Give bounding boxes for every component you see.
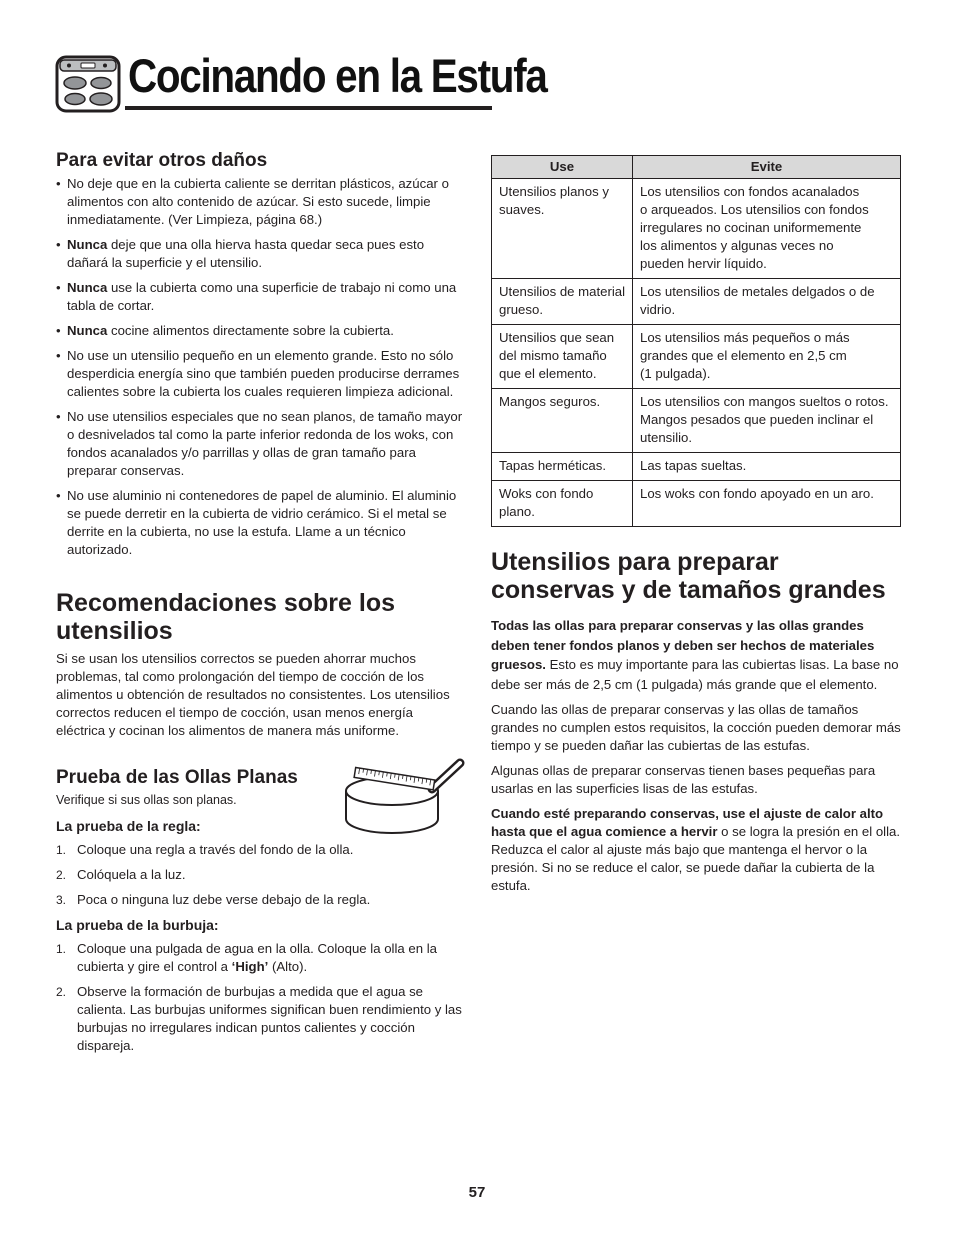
table-cell-avoid: Los utensilios con mangos sueltos o rotos. Mangos pesados que pueden inclinar el utensilio.	[633, 389, 901, 453]
ruler-test-heading: La prueba de la regla:	[56, 818, 201, 834]
avoid-damage-list	[56, 175, 464, 559]
table-row	[492, 179, 901, 279]
list-item-text: cocine alimentos directamente sobre la cubierta.	[107, 323, 394, 338]
table-cell-use: Mangos seguros.	[492, 389, 633, 453]
step-text: Coloque una pulgada de agua en la olla. Coloque la olla en la cubierta y gire el control a	[77, 941, 438, 974]
canning-paragraph-1	[491, 616, 901, 694]
canning-section	[491, 548, 901, 902]
step-text: Poca o ninguna luz debe verse debajo de la regla.	[77, 892, 371, 907]
pot-ruler-illustration	[340, 755, 468, 839]
list-item-text: use la cubierta como una superficie de trabajo ni como una tabla de cortar.	[67, 280, 457, 313]
header-avoid: Evite	[633, 156, 901, 179]
ruler-step	[56, 841, 464, 859]
title-underline	[125, 106, 492, 110]
canning-p1-bold: Todas las ollas para preparar conservas y las ollas grandes deben tener fondos planos y deben ser hechos de materiales gruesos.	[491, 618, 875, 672]
list-item	[56, 487, 464, 559]
canning-p1-text: Esto es muy importante para las cubiertas lisas. La base no debe ser más de 2,5 cm (1 pulgada) más grande que el elemento.	[491, 657, 899, 692]
list-item-bold: Nunca	[67, 237, 108, 252]
table-row	[492, 279, 901, 325]
step-number: 3.	[56, 893, 67, 907]
table-row	[492, 453, 901, 481]
table-cell-avoid: Los utensilios de metales delgados o de vidrio.	[633, 279, 901, 325]
table-cell-use: Woks con fondo plano.	[492, 481, 633, 527]
step-text-end: (Alto).	[268, 959, 308, 974]
bubble-test-heading: La prueba de la burbuja:	[56, 917, 219, 933]
list-item	[56, 236, 464, 272]
table-row	[492, 481, 901, 527]
stove-icon	[55, 55, 121, 113]
table-body	[492, 179, 901, 527]
canning-p4-bold: Cuando esté preparando conservas, use el ajuste de calor alto hasta que el agua comience a hervir	[491, 806, 884, 839]
list-item	[56, 279, 464, 315]
table-row	[492, 325, 901, 389]
ruler-step	[56, 866, 464, 884]
step-text: Colóquela a la luz.	[77, 867, 186, 882]
step-text: Coloque una regla a través del fondo de la olla.	[77, 842, 354, 857]
canning-heading: Utensilios para preparar conservas y de tamaños grandes	[491, 548, 886, 604]
list-item	[56, 175, 464, 229]
bubble-step	[56, 940, 464, 976]
list-item	[56, 347, 464, 401]
canning-paragraph-2: Cuando las ollas de preparar conservas y las ollas de tamaños grandes no cumplen estos requisitos, la cocción pueden demorar más tiempo y se pueden dañar las cubiertas de las estufas.	[491, 702, 901, 753]
recommendations-section	[56, 589, 464, 740]
list-item	[56, 408, 464, 480]
list-item-text: deje que una olla hierva hasta quedar seca pues esto dañará la superficie y el utensilio.	[67, 237, 425, 270]
table-cell-use: Utensilios de material grueso.	[492, 279, 633, 325]
recommendations-heading: Recomendaciones sobre los utensilios	[56, 589, 396, 645]
step-number: 1.	[56, 843, 67, 857]
page-title: Cocinando en la Estufa	[128, 49, 547, 102]
table-cell-avoid: Los woks con fondo apoyado en un aro.	[633, 481, 901, 527]
step-bold: ‘High’	[231, 959, 269, 974]
flat-test-intro: Verifique si sus ollas son planas.	[56, 793, 237, 807]
table-cell-use: Utensilios que sean del mismo tamaño que el elemento.	[492, 325, 633, 389]
canning-paragraph-3: Algunas ollas de preparar conservas tienen bases pequeñas para usarlas en las superficies lisas de las estufas.	[491, 763, 876, 796]
avoid-damage-section	[56, 150, 464, 566]
step-number: 2.	[56, 868, 67, 882]
recommendations-text: Si se usan los utensilios correctos se pueden ahorrar muchos problemas, tal como prolongación del tiempo de cocción de los alimentos u obtención de resultados no consistentes. Los utensilios correctos reducen el tiempo de cocción, usan menos energía eléctrica y cocinan los alimentos de manera más uniforme.	[56, 651, 450, 738]
step-number: 1.	[56, 942, 67, 956]
page-number: 57	[468, 1184, 486, 1201]
flat-test-heading: Prueba de las Ollas Planas	[56, 767, 298, 788]
table-header-row	[492, 156, 901, 179]
avoid-damage-heading: Para evitar otros daños	[56, 150, 268, 171]
step-text: Observe la formación de burbujas a medida que el agua se calienta. Las burbujas uniformes significan buen rendimiento y las burbujas no irregulares indican puntos calientes y cocción dispareja.	[77, 984, 462, 1053]
list-item	[56, 322, 464, 340]
utensils-table	[491, 155, 901, 527]
canning-p4-text: o se logra la presión en el olla. Reduzca el calor al ajuste más bajo que mantenga el hervor o la presión. Si no se reduce el calor, se puede dañar la cubierta de la estufa.	[491, 824, 901, 893]
step-number: 2.	[56, 985, 67, 999]
ruler-test-steps	[56, 841, 464, 909]
bubble-step	[56, 983, 464, 1055]
table-row	[492, 389, 901, 453]
ruler-step	[56, 891, 464, 909]
canning-paragraph-4	[491, 805, 901, 895]
table-cell-avoid: Los utensilios con fondos acanalados o arqueados. Los utensilios con fondos irregulares no cocinan uniformemente los alimentos y algunas veces no pueden hervir líquido.	[633, 179, 901, 279]
list-item-text: No use utensilios especiales que no sean planos, de tamaño mayor o desnivelados tal como la parte inferior redonda de los woks, con fondos acanalados y/o parrillas y ollas de gran tamaño para preparar conservas.	[67, 409, 463, 478]
list-item-bold: Nunca	[67, 323, 108, 338]
list-item-text: No use un utensilio pequeño en un elemento grande. Esto no sólo desperdicia energía sino que también pueden producirse derrames calientes sobre la cubierta los cuales requieren limpieza adicional.	[67, 348, 460, 399]
bubble-test-steps	[56, 940, 464, 1055]
table-cell-use: Tapas herméticas.	[492, 453, 633, 481]
list-item-text: No use aluminio ni contenedores de papel de aluminio. El aluminio se puede derretir en la cubierta de vidrio cerámico. Si el metal se derrite en la cubierta, no use la estufa. Llame a un técnico autorizado.	[67, 488, 457, 557]
list-item-bold: Nunca	[67, 280, 108, 295]
table-cell-avoid: Los utensilios más pequeños o más grandes que el elemento en 2,5 cm (1 pulgada).	[633, 325, 901, 389]
list-item-text: No deje que en la cubierta caliente se derritan plásticos, azúcar o alimentos con alto contenido de azúcar. Si esto sucede, limpie inmediatamente. (Ver Limpieza, página 68.)	[67, 176, 449, 227]
table-cell-use: Utensilios planos y suaves.	[492, 179, 633, 279]
table-cell-avoid: Las tapas sueltas.	[633, 453, 901, 481]
header-use: Use	[492, 156, 633, 179]
